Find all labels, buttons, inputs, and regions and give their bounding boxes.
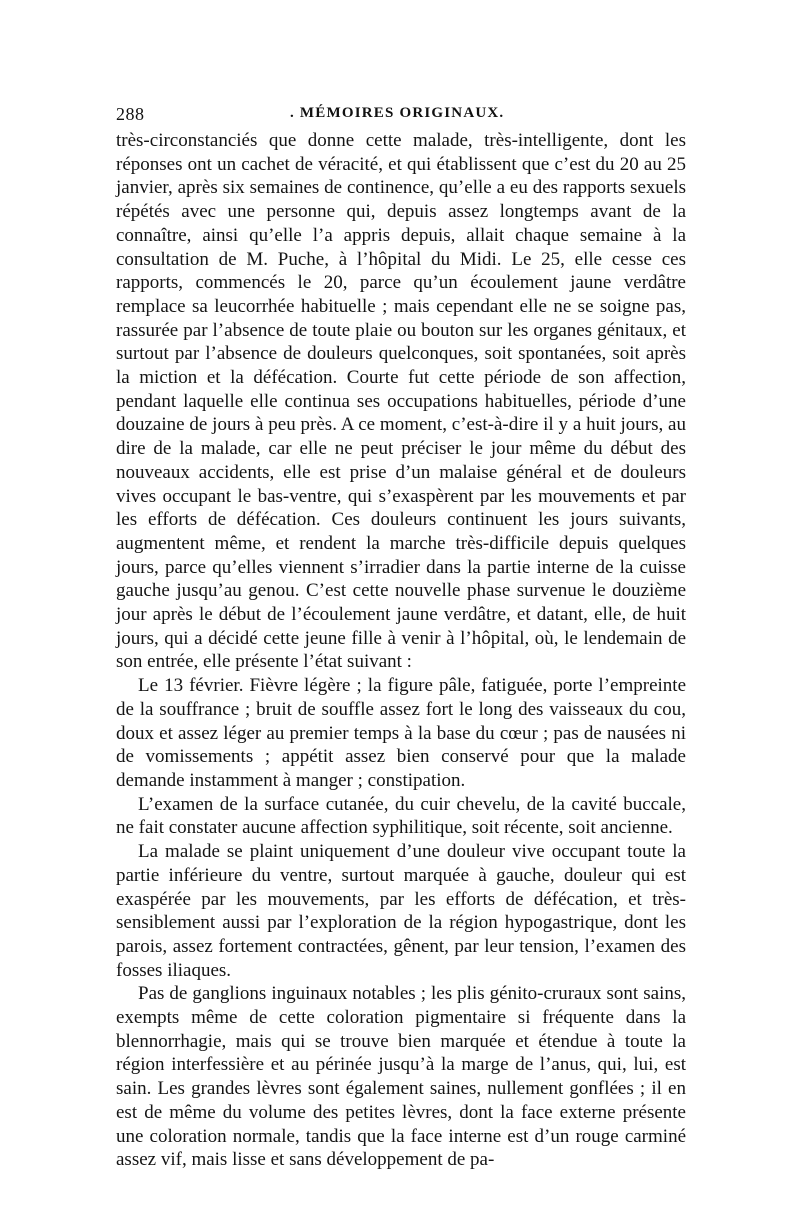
paragraph-continuation: très-circonstanciés que donne cette malade, très-intelligente, dont les réponses ont un cachet de véracité, et qui établissent que c’est du 20 au 25 janvier, après six semaines de continence, qu’elle a eu des rapports sexuels répétés avec une personne qui, depuis assez longtemps avant de la connaître, ainsi qu’elle l’a appris depuis, allait chaque semaine à la consultation de M. Puche, à l’hôpital du Midi. Le 25, elle cesse ces rapports, commencés le 20, parce qu’un écoulement jaune verdâtre remplace sa leucorrhée habituelle ; mais cependant elle ne se soigne pas, rassurée par l’absence de toute plaie ou bouton sur les organes génitaux, et surtout par l’absence de douleurs quelconques, soit spontanées, soit après la miction et la défécation. Courte fut cette période de son affection, pendant laquelle elle continua ses occupations habituelles, période d’une douzaine de jours à peu près. A ce moment, c’est-à-dire il y a huit jours, au dire de la malade, car elle ne peut préciser le jour même du début des nouveaux accidents, elle est prise d’un malaise général et de douleurs vives occupant le bas-ventre, qui s’exaspèrent par les mouvements et par les efforts de défécation. Ces douleurs continuent les jours suivants, augmentent même, et rendent la marche très-difficile depuis quelques jours, parce qu’elles viennent s’irradier dans la partie interne de la cuisse gauche jusqu’au genou. C’est cette nouvelle phase survenue le douzième jour après le début de l’écoulement jaune verdâtre, et datant, elle, de huit jours, qui a décidé cette jeune fille à venir à l’hôpital, où, le lendemain de son entrée, elle présente l’état suivant : bbox=[116, 130, 686, 673]
running-title: . MÉMOIRES ORIGINAUX. bbox=[290, 105, 505, 121]
paragraph-genital-exam: Pas de ganglions inguinaux notables ; les plis génito-cruraux sont sains, exempts même de cette coloration pigmentaire si fréquente dans la blennorrhagie, mais qui se trouve bien marquée et étendue à toute la région interfessière et au périnée jusqu’à la marge de l’anus, qui, lui, est sain. Les grandes lèvres sont également saines, nullement gonflées ; il en est de même du volume des petites lèvres, dont la face externe présente une coloration normale, tandis que la face interne est d’un rouge carminé assez vif, mais lisse et sans développement de pa- bbox=[116, 983, 686, 1171]
page-number: 288 bbox=[116, 104, 145, 124]
body-text bbox=[116, 129, 686, 1172]
paragraph-abdominal-pain: La malade se plaint uniquement d’une douleur vive occupant toute la partie inférieure du ventre, surtout marquée à gauche, douleur qui est exaspérée par les mouvements, par les efforts de défécation, et très-sensiblement aussi par l’exploration de la région hypogastrique, dont les parois, assez fortement contractées, gênent, par leur tension, l’examen des fosses iliaques. bbox=[116, 841, 686, 981]
paragraph-skin-exam: L’examen de la surface cutanée, du cuir chevelu, de la cavité buccale, ne fait constater aucune affection syphilitique, soit récente, soit ancienne. bbox=[116, 793, 686, 839]
paragraph-february-13: Le 13 février. Fièvre légère ; la figure pâle, fatiguée, porte l’empreinte de la souffrance ; bruit de souffle assez fort le long des vaisseaux du cou, doux et assez léger au premier temps à la base du cœur ; pas de nausées ni de vomissements ; appétit assez bien conservé pour que la malade demande instamment à manger ; constipation. bbox=[116, 675, 686, 791]
running-head bbox=[116, 104, 686, 126]
